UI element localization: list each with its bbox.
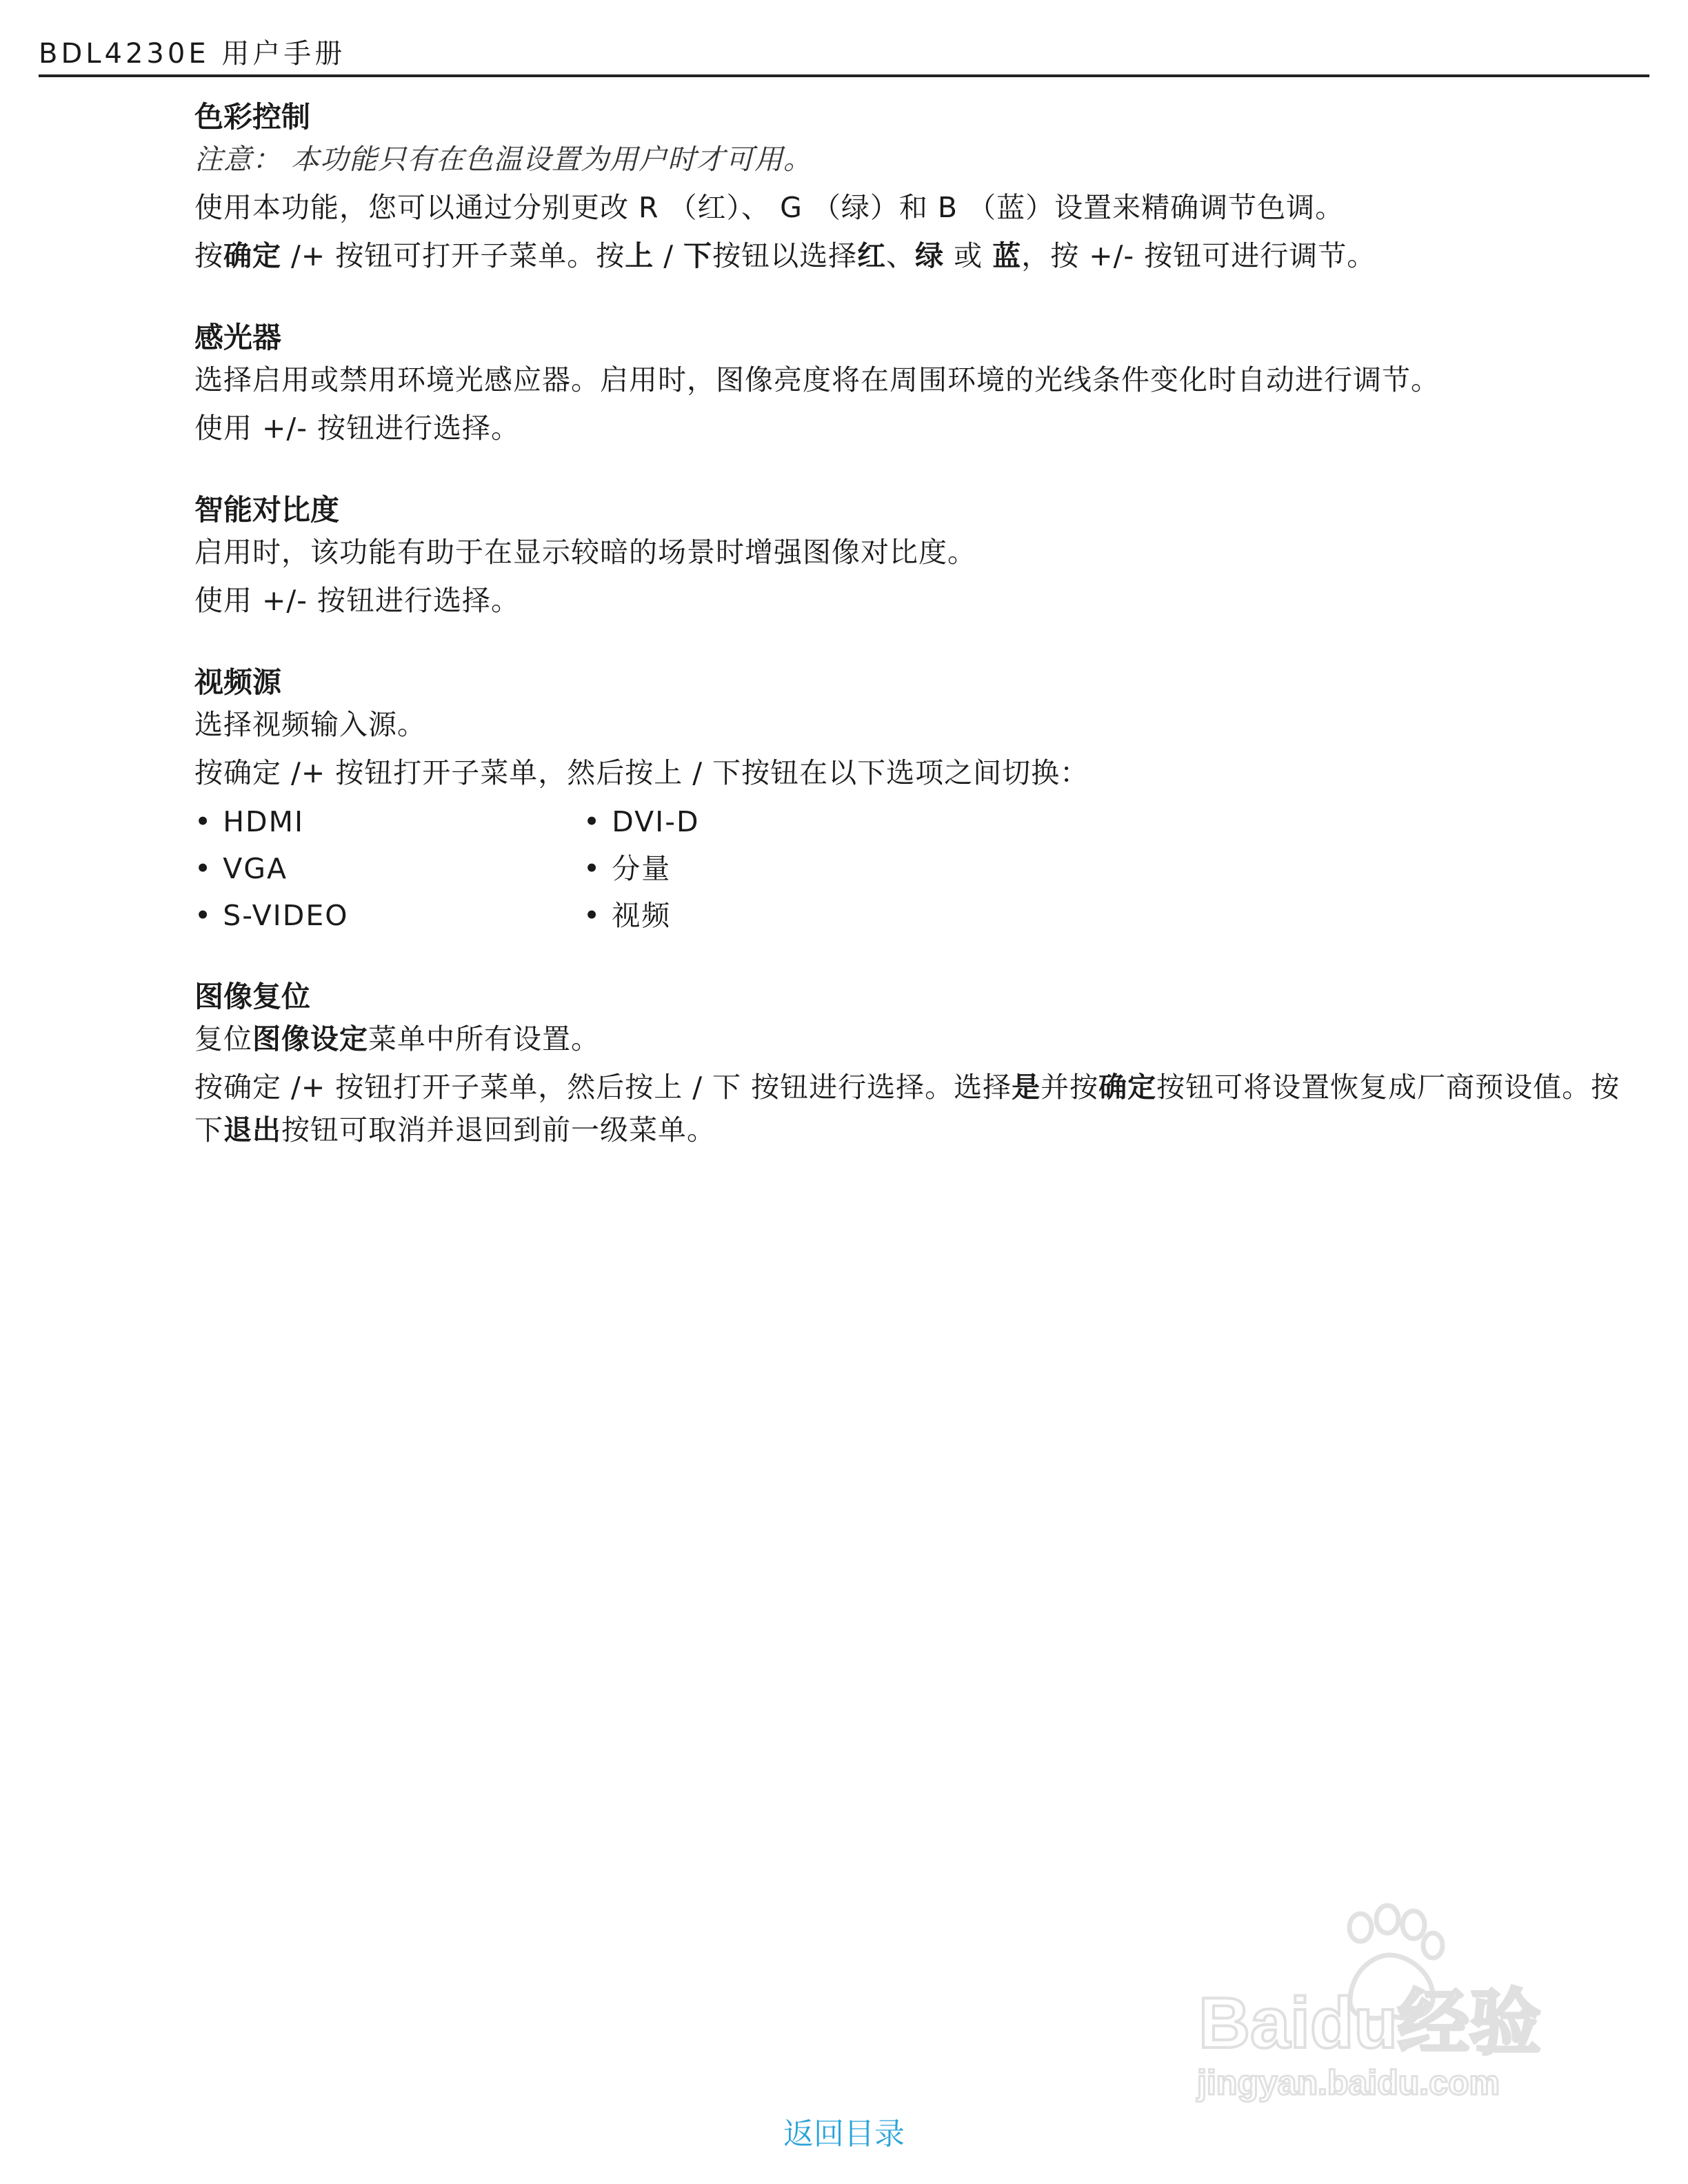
section-heading: 感光器 <box>194 321 282 354</box>
list-item: • S-VIDEO <box>194 899 349 932</box>
watermark-url: jingyan.baidu.com <box>1197 2063 1500 2102</box>
list-item: • DVI-D <box>583 805 700 838</box>
section-body: 复位图像设定菜单中所有设置。 <box>194 1022 600 1055</box>
section-light-sensor <box>194 317 1642 449</box>
document-title: BDL4230E 用户手册 <box>39 38 346 70</box>
section-heading: 智能对比度 <box>194 493 340 527</box>
back-to-contents-link[interactable]: 返回目录 <box>783 2116 905 2152</box>
list-item: • 分量 <box>583 852 672 885</box>
section-color-control <box>194 97 1642 277</box>
manual-content <box>194 97 1642 1191</box>
section-body: 使用本功能，您可以通过分别更改 R （红）、 G （绿）和 B （蓝）设置来精确调节色调。 <box>194 191 1345 224</box>
section-instruction: 使用 +/- 按钮进行选择。 <box>194 412 521 445</box>
section-picture-reset <box>194 976 1642 1151</box>
section-note: 注意： 本功能只有在色温设置为用户时才可用。 <box>194 143 813 176</box>
list-item: • VGA <box>194 852 288 885</box>
section-heading: 视频源 <box>194 665 282 699</box>
section-smart-contrast <box>194 489 1642 622</box>
section-instruction: 按确定 /+ 按钮打开子菜单，然后按上 / 下按钮在以下选项之间切换： <box>194 756 1089 789</box>
section-heading: 色彩控制 <box>194 100 311 134</box>
list-item: • 视频 <box>583 899 672 932</box>
video-source-options <box>194 801 1642 936</box>
section-heading: 图像复位 <box>194 980 311 1013</box>
section-video-source <box>194 662 1642 936</box>
list-item: • HDMI <box>194 805 305 838</box>
section-body: 选择启用或禁用环境光感应器。启用时，图像亮度将在周围环境的光线条件变化时自动进行调节。 <box>194 363 1440 396</box>
section-body: 启用时，该功能有助于在显示较暗的场景时增强图像对比度。 <box>194 536 976 569</box>
page-header <box>39 36 1649 77</box>
section-instruction: 使用 +/- 按钮进行选择。 <box>194 584 521 617</box>
section-instruction: 按确定 /+ 按钮打开子菜单，然后按上 / 下 按钮进行选择。选择是并按确定按钮可将设置恢复成厂商预设值。按下退出按钮可取消并退回到前一级菜单。 <box>194 1071 1620 1146</box>
section-body: 选择视频输入源。 <box>194 708 426 741</box>
watermark-brand: Baidu经验 <box>1198 1983 1541 2063</box>
section-instruction: 按确定 /+ 按钮可打开子菜单。按上 / 下按钮以选择红、绿 或 蓝，按 +/- 按钮可进行调节。 <box>194 239 1376 272</box>
baidu-jingyan-watermark <box>1192 1903 1578 2103</box>
